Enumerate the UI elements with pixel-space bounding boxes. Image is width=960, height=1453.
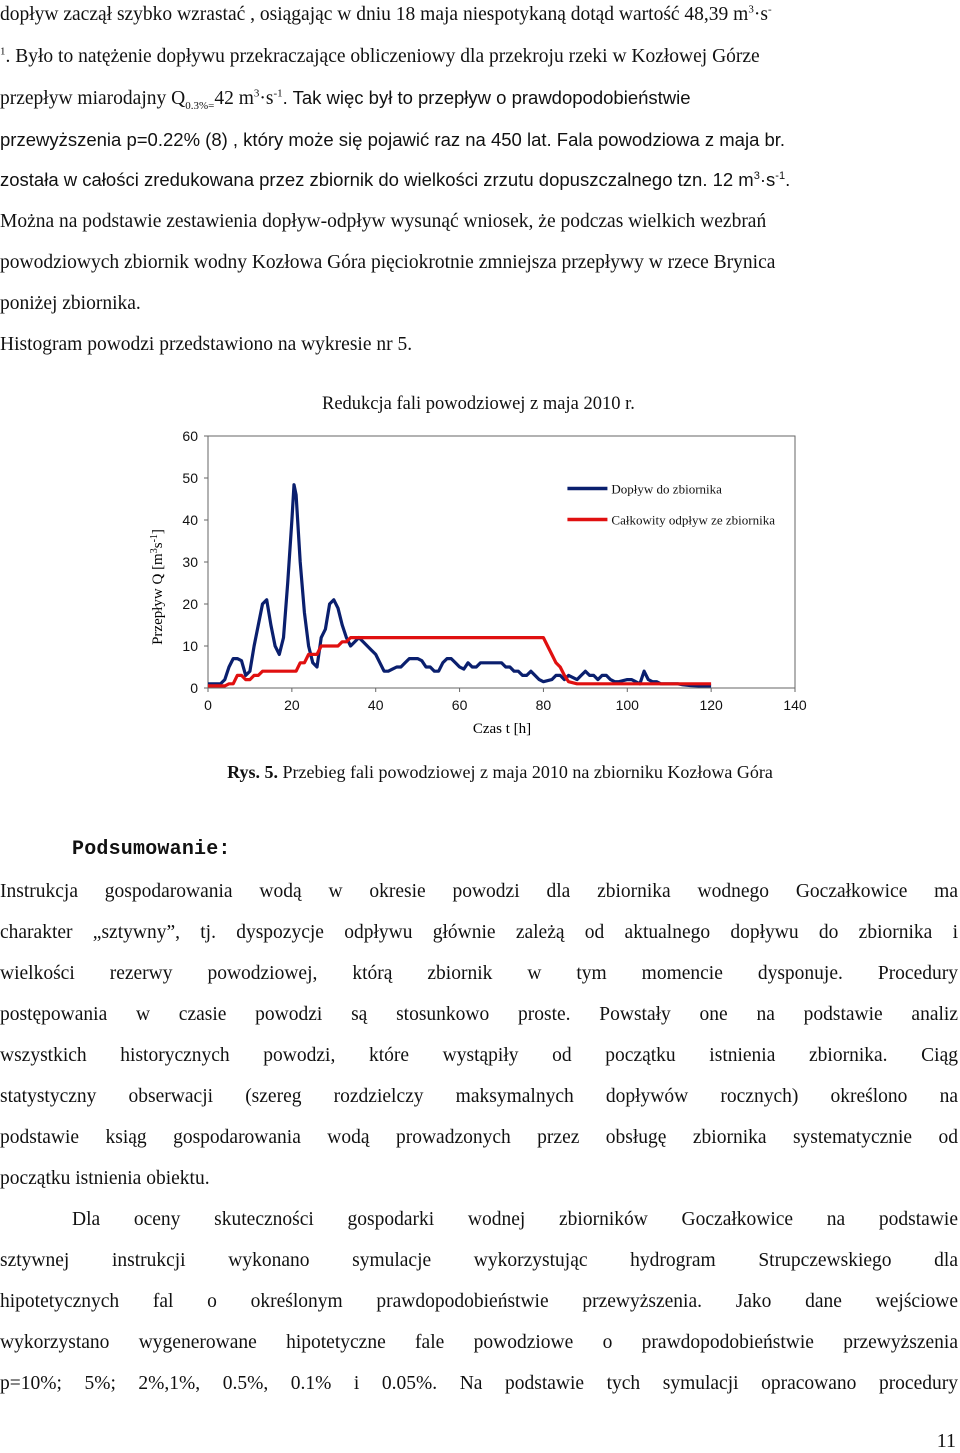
chart-title: Redukcja fali powodziowej z maja 2010 r. — [322, 394, 635, 414]
y-tick-label: 30 — [182, 554, 198, 570]
text-line-1 — [0, 3, 958, 27]
text-fragment: ·s — [259, 88, 274, 109]
superscript: 1 — [0, 45, 6, 58]
caption-label: Rys. 5. — [227, 762, 279, 782]
text-fragment: . Było to natężenie dopływu przekraczające obliczeniowy dla przekroju rzeki w Kozłowej Górze — [5, 46, 760, 67]
text-fragment: dopływ zaczął szybko wzrastać , osiągając w dniu 18 maja niespotykaną dotąd wartość 48,39 m — [0, 4, 749, 25]
x-tick-label: 120 — [699, 697, 723, 713]
summary-line: Dla oceny skuteczności gospodarki wodnej zbiorników Goczałkowice na podstawie — [72, 1209, 958, 1230]
y-tick-label: 40 — [182, 512, 198, 528]
text-fragment: . — [785, 169, 791, 190]
x-tick-label: 0 — [204, 697, 212, 713]
y-tick-label: 60 — [182, 428, 198, 444]
summary-line: charakter „sztywny”, tj. dyspozycje odpływu głównie zależą od aktualnego dopływu do zbiornika i — [0, 922, 958, 943]
plot-frame — [208, 436, 795, 688]
y-label-part: ] — [150, 529, 166, 535]
flood-chart — [140, 420, 820, 750]
series-line-outflow — [208, 638, 711, 686]
summary-line: podstawie ksiąg gospodarowania wodą prowadzonych przez obsługę zbiornika systematycznie od — [0, 1127, 958, 1148]
text-line-3 — [0, 86, 958, 111]
y-label-part: Przepływ Q [m — [150, 553, 166, 645]
text-fragment: . Tak więc był to przepływ o prawdopodobieństwie — [282, 87, 691, 108]
text-line-2 — [0, 45, 958, 69]
y-label-sup: -1 — [149, 534, 160, 543]
superscript: 3 — [753, 169, 760, 182]
chart-legend — [567, 482, 775, 528]
text-line-7: powodziowych zbiornik wodny Kozłowa Góra pięciokrotnie zmniejsza przepływy w rzece Brynica — [0, 252, 776, 273]
y-tick-label: 0 — [190, 680, 198, 696]
text-line-8: poniżej zbiornika. — [0, 293, 141, 314]
x-tick-label: 20 — [284, 697, 300, 713]
text-fragment: ·s — [753, 4, 768, 25]
x-tick-label: 80 — [535, 697, 552, 713]
subscript: 0.3%= — [185, 99, 215, 112]
summary-line: sztywnej instrukcji wykonano symulacje wykorzystując hydrogram Strupczewskiego dla — [0, 1250, 958, 1271]
superscript: 3 — [253, 87, 260, 100]
y-tick-label: 10 — [182, 638, 198, 654]
y-tick-label: 20 — [182, 596, 198, 612]
legend-label: Całkowity odpływ ze zbiornika — [611, 512, 775, 528]
text-line-6: Można na podstawie zestawienia dopływ-odpływ wysunąć wniosek, że podczas wielkich wezbrań — [0, 211, 767, 232]
superscript: -1 — [273, 87, 283, 100]
legend-label: Dopływ do zbiornika — [611, 481, 722, 497]
text-line-4: przewyższenia p=0.22% (8) , który może się pojawić raz na 450 lat. Fala powodziowa z maja br. — [0, 129, 786, 150]
x-tick-label: 40 — [367, 697, 384, 713]
text-fragment: 42 m — [214, 88, 254, 109]
text-line-5 — [0, 168, 958, 192]
summary-line: p=10%; 5%; 2%,1%, 0.5%, 0.1% i 0.05%. Na podstawie tych symulacji opracowano procedury — [0, 1373, 958, 1394]
text-line-9: Histogram powodzi przedstawiono na wykresie nr 5. — [0, 334, 413, 355]
summary-line-last: początku istnienia obiektu. — [0, 1168, 210, 1189]
summary-line: hipotetycznych fal o określonym prawdopodobieństwie przewyższenia. Jako dane wejściowe — [0, 1291, 958, 1312]
figure-caption — [180, 762, 820, 783]
x-tick-label: 100 — [615, 697, 639, 713]
y-label-part: s — [150, 542, 166, 549]
x-tick-label: 60 — [451, 697, 468, 713]
x-axis-label: Czas t [h] — [472, 721, 532, 737]
page-number: 11 — [936, 1430, 956, 1452]
caption-text: Przebieg fali powodziowej z maja 2010 na zbiorniku Kozłowa Góra — [278, 762, 773, 782]
x-tick-label: 140 — [783, 697, 807, 713]
summary-line: wykorzystano wygenerowane hipotetyczne fale powodziowe o prawdopodobieństwie przewyższenia — [0, 1332, 958, 1353]
y-label-sup: 3 — [149, 548, 160, 554]
text-fragment: przepływ miarodajny Q — [0, 88, 186, 109]
superscript: -1 — [775, 169, 786, 182]
superscript: - — [767, 3, 772, 16]
summary-line: statystyczny obserwacji (szereg rozdzielczy maksymalnych dopływów rocznych) określono na — [0, 1086, 958, 1107]
y-tick-label: 50 — [182, 470, 198, 486]
summary-line: Instrukcja gospodarowania wodą w okresie powodzi dla zbiornika wodnego Goczałkowice ma — [0, 881, 958, 902]
summary-line: wielkości rezerwy powodziowej, którą zbiornik w tym momencie dysponuje. Procedury — [0, 963, 958, 984]
summary-line: postępowania w czasie powodzi są stosunkowo proste. Powstały one na podstawie analiz — [0, 1004, 958, 1025]
superscript: 3 — [748, 3, 754, 16]
summary-line: wszystkich historycznych powodzi, które wystąpiły od początku istnienia zbiornika. Ciąg — [0, 1045, 958, 1066]
summary-heading: Podsumowanie: — [72, 838, 231, 861]
text-fragment: została w całości zredukowana przez zbiornik do wielkości zrzutu dopuszczalnego tzn. 12 m — [0, 169, 754, 190]
y-axis-label — [149, 529, 166, 645]
text-fragment: ·s — [759, 169, 776, 190]
